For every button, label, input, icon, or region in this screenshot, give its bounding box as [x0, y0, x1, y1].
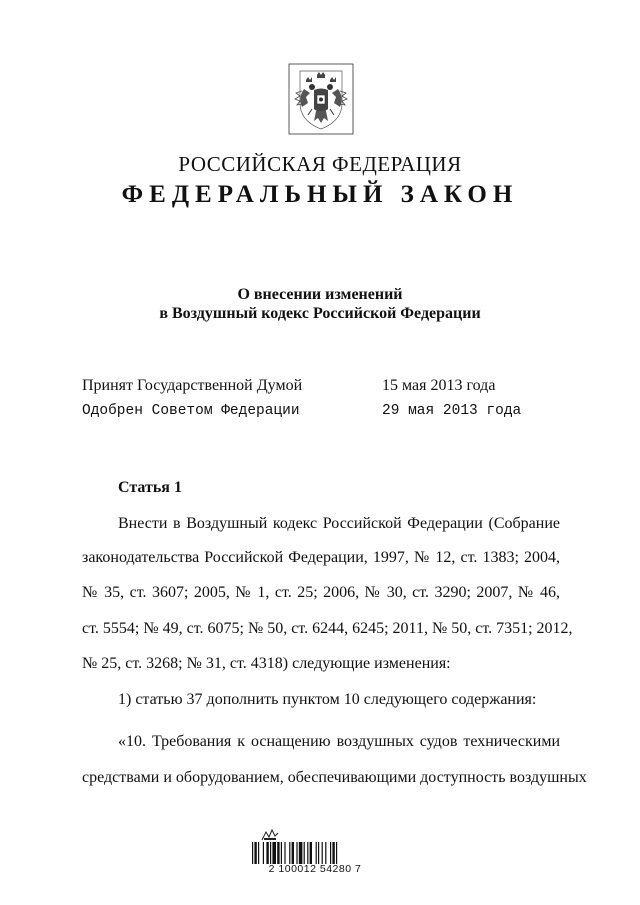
article-line: ст. 5554; № 49, ст. 6075; № 50, ст. 6244, 6245; 2011, № 50, ст. 7351; 2012,: [82, 620, 573, 637]
law-title-line-2: в Воздушный кодекс Российской Федерации: [159, 305, 481, 322]
article-line: средствами и оборудованием, обеспечивающими доступность воздушных: [82, 769, 587, 786]
barcode: [250, 828, 380, 888]
barcode-icon: [252, 842, 376, 864]
adoption-date-duma: 15 мая 2013 года: [382, 377, 496, 394]
country-name: РОССИЙСКАЯ ФЕДЕРАЦИЯ: [178, 152, 462, 176]
article-heading: Статья 1: [118, 479, 182, 496]
article-line: законодательства Российской Федерации, 1997, № 12, ст. 1383; 2004,: [82, 549, 560, 566]
barcode-number: 2 100012 54280 7: [268, 863, 362, 875]
article-line: № 25, ст. 3268; № 31, ст. 4318) следующие изменения:: [82, 655, 451, 672]
law-type-heading: ФЕДЕРАЛЬНЫЙ ЗАКОН: [121, 181, 519, 208]
registration-mark-icon: [260, 828, 280, 842]
article-line: Внести в Воздушный кодекс Российской Федерации (Собрание: [118, 515, 560, 532]
adoption-label-duma: Принят Государственной Думой: [82, 377, 303, 394]
law-title-line-1: О внесении изменений: [237, 286, 403, 303]
article-line: 1) статью 37 дополнить пунктом 10 следующего содержания:: [118, 691, 537, 708]
article-line: № 35, ст. 3607; 2005, № 1, ст. 25; 2006, № 30, ст. 3290; 2007, № 46,: [82, 584, 560, 601]
adoption-date-council: 29 мая 2013 года: [382, 403, 522, 419]
coat-of-arms-icon: [288, 63, 354, 135]
article-line: «10. Требования к оснащению воздушных судов техническими: [118, 733, 560, 750]
adoption-label-council: Одобрен Советом Федерации: [82, 403, 300, 419]
